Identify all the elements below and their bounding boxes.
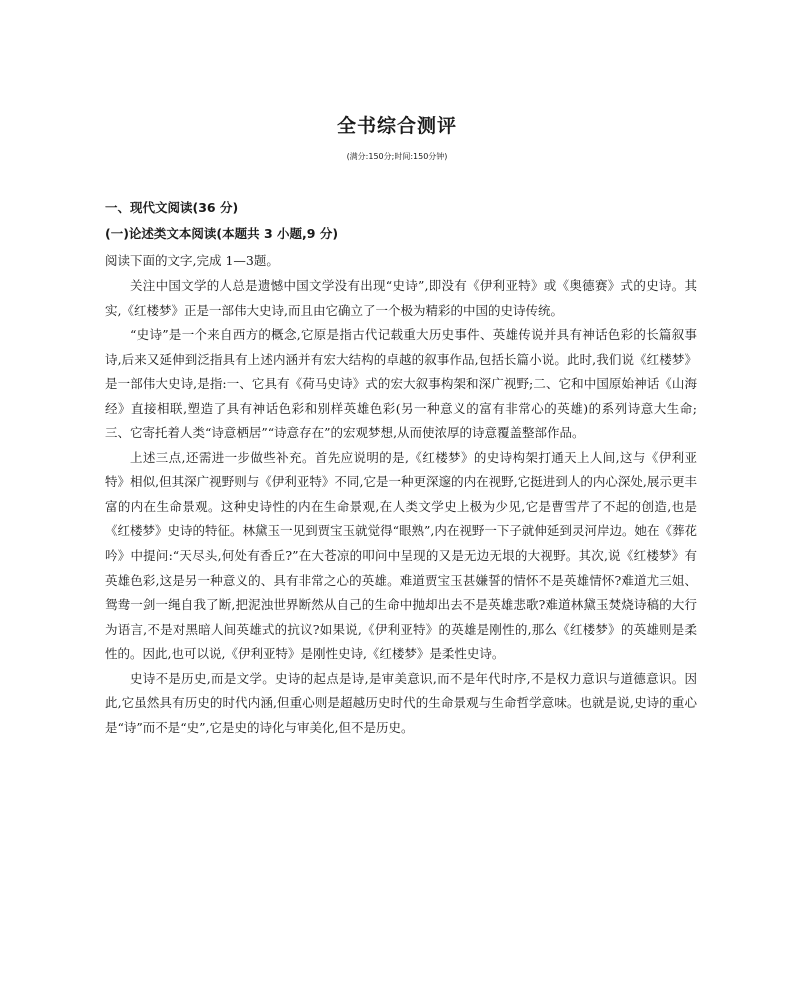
sub-section-heading: (一)论述类文本阅读(本题共 3 小题,9 分)	[105, 226, 339, 241]
passage-paragraph: 史诗不是历史,而是文学。史诗的起点是诗,是审美意识,而不是年代时序,不是权力意识与道德意识。因此,它虽然具有历史的时代内涵,但重心则是超越历史时代的生命景观与生命哲学意味。也就是说,史诗的重心是“诗”而不是“史”,它是史的诗化与审美化,但不是历史。	[105, 670, 697, 735]
passage-paragraph: 关注中国文学的人总是遗憾中国文学没有出现“史诗”,即没有《伊利亚特》或《奥德赛》式的史诗。其实,《红楼梦》正是一部伟大史诗,而且由它确立了一个极为精彩的中国的史诗传统。	[105, 278, 697, 318]
passage-paragraph: 上述三点,还需进一步做些补充。首先应说明的是,《红楼梦》的史诗构架打通天上人间,这与《伊利亚特》相似,但其深广视野则与《伊利亚特》不同,它是一种更深邃的内在视野,它挺进到人的内心深处,展示更丰富的内在生命景观。这种史诗性的内在生命景观,在人类文学史上极为少见,它是曹雪芹了不起的创造,也是《红楼梦》史诗的特征。林黛玉一见到贾宝玉就觉得“眼熟”,内在视野一下子就伸延到灵河岸边。她在《葬花吟》中提问:“天尽头,何处有香丘?”在大苍凉的叩问中呈现的又是无边无垠的大视野。其次,说《红楼梦》有英雄色彩,这是另一种意义的、具有非常之心的英雄。难道贾宝玉甚嫌誓的情怀不是英雄情怀?难道尤三姐、鸳鸯一剑一绳自我了断,把泥浊世界断然从自己的生命中抛却出去不是英雄悲歌?难道林黛玉焚烧诗稿的大行为语言,不是对黑暗人间英雄式的抗议?如果说,《伊利亚特》的英雄是刚性的,那么《红楼梦》的英雄则是柔性的。因此,也可以说,《伊利亚特》是刚性史诗,《红楼梦》是柔性史诗。	[105, 449, 697, 662]
section-heading: 一、现代文阅读(36 分)	[105, 200, 239, 215]
reading-instruction: 阅读下面的文字,完成 1—3题。	[105, 253, 279, 268]
page-title: 全书综合测评	[336, 115, 457, 137]
passage-paragraph: “史诗”是一个来自西方的概念,它原是指古代记载重大历史事件、英雄传说并具有神话色彩的长篇叙事诗,后来又延伸到泛指具有上述内涵并有宏大结构的卓越的叙事作品,包括长篇小说。此时,我们说《红楼梦》是一部伟大史诗,是指:一、它具有《荷马史诗》式的宏大叙事构架和深广视野;二、它和中国原始神话《山海经》直接相联,塑造了具有神话色彩和别样英雄色彩(另一种意义的富有非常心的英雄)的系列诗意大生命;三、它寄托着人类“诗意栖居”“诗意存在”的宏观梦想,从而使浓厚的诗意覆盖整部作品。	[105, 327, 697, 441]
reading-passage	[105, 274, 697, 740]
score-time-note: (满分:150分;时间:150分钟)	[346, 152, 448, 161]
